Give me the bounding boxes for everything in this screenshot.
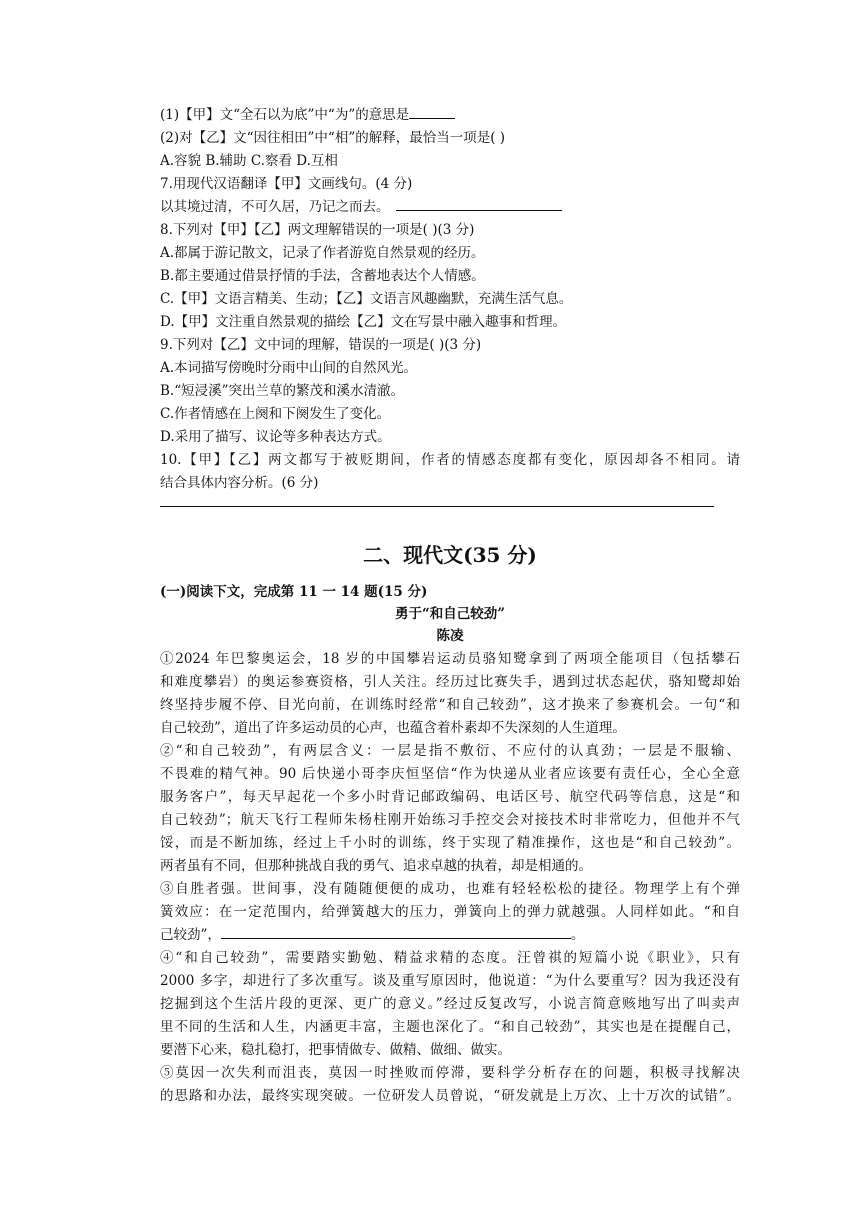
question-8: 8.下列对【甲】【乙】两文理解错误的一项是( )(3 分) (160, 222, 475, 238)
question-8-option-c: C.【甲】文语言精美、生动；【乙】文语言风趣幽默，充满生活气息。 (160, 291, 573, 307)
answer-line[interactable] (160, 506, 714, 507)
question-7: 7.用现代汉语翻译【甲】文画线句。(4 分) (160, 176, 413, 192)
question-8-option-a: A.都属于游记散文，记录了作者游览自然景观的经历。 (160, 245, 485, 261)
paragraph-5-line-2: 的思路和办法，最终实现突破。一位研发人员曾说，“研发就是上万次、上十万次的试错”。 (160, 1088, 740, 1104)
fill-in-blank[interactable] (221, 924, 571, 939)
paragraph-3-line-1: ③自胜者强。世间事，没有随随便便的成功，也难有轻轻松松的捷径。物理学上有个弹 (160, 881, 740, 897)
reading-instruction: (一)阅读下文，完成第 11 一 14 题(15 分) (160, 584, 428, 600)
section-title: 二、现代文(35 分) (363, 543, 537, 567)
paragraph-4-line-1: ④“和自己较劲”，需要踏实勤勉、精益求精的态度。汪曾祺的短篇小说《职业》，只有 (160, 950, 740, 966)
paragraph-3-line-3 (160, 924, 740, 946)
question-9: 9.下列对【乙】文中词的理解，错误的一项是( )(3 分) (160, 337, 482, 353)
question-6-1 (160, 104, 740, 126)
paragraph-1-line-2: 和难度攀岩）的奥运参赛资格，引人关注。经历过比赛失手，遇到过状态起伏，骆知鹭却始 (160, 674, 740, 690)
article-author: 陈凌 (436, 628, 464, 644)
answer-blank[interactable] (396, 196, 562, 211)
paragraph-4-line-2: 2000 多字，却进行了多次重写。谈及重写原因时，他说道：“为什么要重写？因为我还没有 (160, 973, 740, 989)
question-10-line-2: 结合具体内容分析。(6 分) (160, 475, 319, 491)
answer-blank[interactable] (409, 104, 455, 119)
paragraph-4-line-4: 里不同的生活和人生，内涵更丰富，主题也深化了。“和自己较劲”，其实也是在提醒自己， (160, 1019, 740, 1035)
paragraph-4-line-5: 要潜下心来，稳扎稳打，把事情做专、做精、做细、做实。 (160, 1042, 511, 1058)
question-7-sentence (160, 196, 740, 218)
question-9-option-b: B.“短浸溪”突出兰草的繁茂和溪水清澈。 (160, 383, 405, 399)
paragraph-1-line-3: 终坚持步履不停、目光向前，在训练时经常“和自己较劲”，这才换来了参赛机会。一句“和 (160, 697, 740, 713)
paragraph-2-line-6: 两者虽有不同，但那种挑战自我的勇气、追求卓越的执着，却是相通的。 (160, 858, 592, 874)
paragraph-4-line-3: 挖掘到这个生活片段的更深、更广的意义。”经过反复改写，小说言简意赅地写出了叫卖声 (160, 996, 740, 1012)
article-title: 勇于“和自己较劲” (394, 606, 506, 622)
paragraph-3-line-2: 簧效应：在一定范围内，给弹簧越大的压力，弹簧向上的弹力就越强。人同样如此。“和自 (160, 904, 740, 920)
paragraph-2-line-1: ②“和自己较劲”，有两层含义：一层是指不敷衍、不应付的认真劲；一层是不服输、 (160, 743, 740, 759)
paragraph-2-line-4: 自己较劲”；航天飞行工程师朱杨柱刚开始练习手控交会对接技术时非常吃力，但他并不气 (160, 812, 740, 828)
paragraph-1-line-1: ①2024 年巴黎奥运会，18 岁的中国攀岩运动员骆知鹭拿到了两项全能项目（包括攀石 (160, 651, 740, 667)
question-8-option-d: D.【甲】文注重自然景观的描绘【乙】文在写景中融入趣事和哲理。 (160, 314, 567, 330)
question-9-option-a: A.本词描写傍晚时分雨中山间的自然风光。 (160, 360, 418, 376)
paragraph-2-line-2: 不畏难的精气神。90 后快递小哥李庆恒坚信“作为快递从业者应该要有责任心，全心全意 (160, 766, 740, 782)
question-6-2-options: A.容貌 B.辅助 C.察看 D.互相 (160, 153, 338, 169)
underlined-sentence: 以其境过清，不可久居，乃记之而去。 (160, 199, 390, 215)
question-9-option-c: C.作者情感在上阕和下阕发生了变化。 (160, 406, 391, 422)
question-10-line-1: 10.【甲】【乙】两文都写于被贬期间，作者的情感态度都有变化，原因却各不相同。请 (160, 452, 740, 468)
question-text: (1)【甲】文“全石以为底”中“为”的意思是 (160, 107, 410, 123)
paragraph-text: 己较劲”， (160, 927, 221, 943)
question-8-option-b: B.都主要通过借景抒情的手法，含蓄地表达个人情感。 (160, 268, 485, 284)
paragraph-2-line-5: 馁，而是不断加练，经过上千小时的训练，终于实现了精准操作，这也是“和自己较劲”。 (160, 835, 740, 851)
question-6-2: (2)对【乙】文“因往相田”中“相”的解释，最恰当一项是( ) (160, 130, 506, 146)
paragraph-5-line-1: ⑤莫因一次失利而沮丧，莫因一时挫败而停滞，要科学分析存在的问题，积极寻找解决 (160, 1065, 740, 1081)
paragraph-text: 。 (570, 927, 585, 943)
paragraph-1-line-4: 自己较劲”，道出了许多运动员的心声，也蕴含着朴素却不失深刻的人生道理。 (160, 720, 626, 736)
question-9-option-d: D.采用了描写、议论等多种表达方式。 (160, 429, 391, 445)
paragraph-2-line-3: 服务客户”，每天早起花一个多小时背记邮政编码、电话区号、航空代码等信息，这是“和 (160, 789, 740, 805)
